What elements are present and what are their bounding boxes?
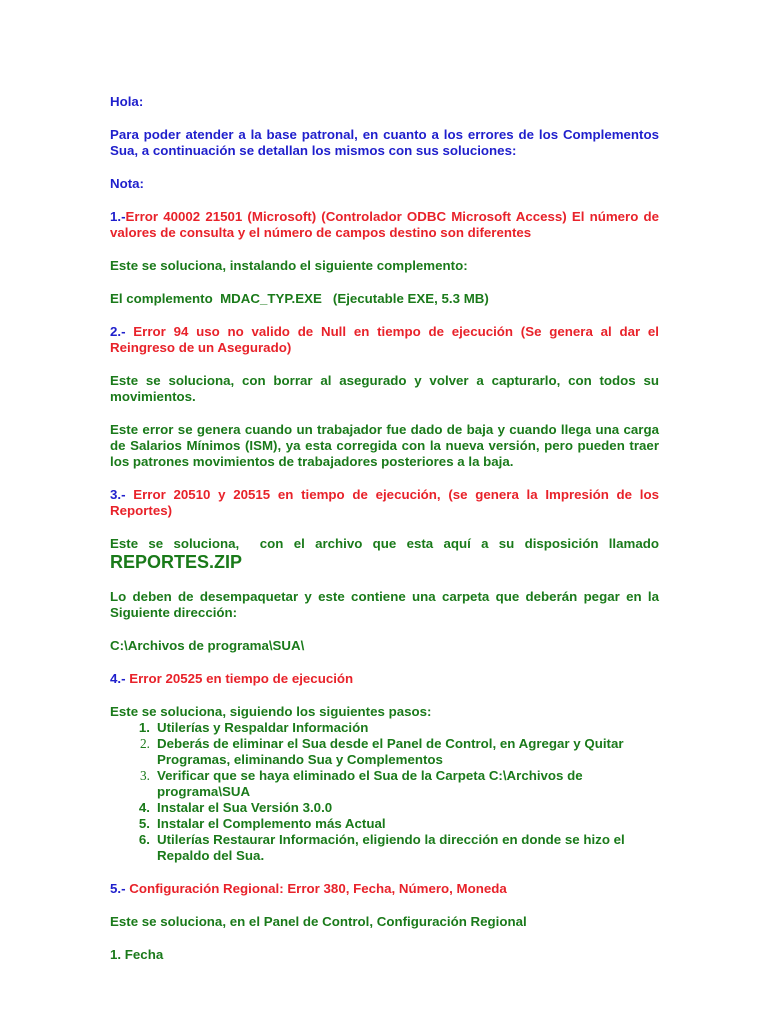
steps-list — [110, 720, 659, 864]
error-5-number: 5.- — [110, 881, 126, 896]
list-item — [110, 768, 659, 800]
step-text: Instalar el Complemento más Actual — [157, 816, 386, 831]
error-4 — [110, 671, 659, 687]
list-item — [110, 816, 659, 832]
error-5-text: Configuración Regional: Error 380, Fecha, Número, Moneda — [129, 881, 507, 896]
step-text: Deberás de eliminar el Sua desde el Panel de Control, en Agregar y Quitar Programas, eliminando Sua y Complementos — [157, 736, 624, 767]
error-1 — [110, 209, 659, 241]
error-3-solution-text: Este se soluciona, con el archivo que esta aquí a su disposición llamado — [110, 536, 659, 551]
error-1-number: 1.- — [110, 209, 126, 224]
step-number: 4. — [138, 800, 150, 815]
step-number: 2. — [140, 736, 150, 751]
error-4-text: Error 20525 en tiempo de ejecución — [129, 671, 354, 686]
step-text: Utilerías Restaurar Información, eligiendo la dirección en donde se hizo el Repaldo del Sua. — [157, 832, 625, 863]
error-1-complement: El complemento MDAC_TYP.EXE (Ejecutable EXE, 5.3 MB) — [110, 291, 489, 306]
error-3 — [110, 487, 659, 519]
step-number: 5. — [138, 816, 150, 831]
error-4-number: 4.- — [110, 671, 126, 686]
step-text: Instalar el Sua Versión 3.0.0 — [157, 800, 333, 815]
error-5-solution: Este se soluciona, en el Panel de Control, Configuración Regional — [110, 914, 527, 929]
error-5-subheading: 1. Fecha — [110, 947, 164, 962]
list-item — [110, 832, 659, 864]
step-text: Utilerías y Respaldar Información — [157, 720, 369, 735]
intro-paragraph: Para poder atender a la base patronal, en cuanto a los errores de los Complementos Sua, a continuación se detallan los mismos con sus soluciones: — [110, 127, 659, 158]
error-3-instructions: Lo deben de desempaquetar y este contiene una carpeta que deberán pegar en la Siguiente dirección: — [110, 589, 659, 620]
list-item — [110, 720, 659, 736]
error-2-solution: Este se soluciona, con borrar al asegurado y volver a capturarlo, con todos su movimientos. — [110, 373, 659, 404]
document-body — [110, 94, 659, 963]
list-item — [110, 736, 659, 768]
error-2-number: 2.- — [110, 324, 126, 339]
greeting: Hola: — [110, 94, 144, 109]
reportes-zip-link[interactable]: REPORTES.ZIP — [110, 552, 243, 572]
error-2 — [110, 324, 659, 356]
error-1-text: Error 40002 21501 (Microsoft) (Controlador ODBC Microsoft Access) El número de valores de consulta y el número de campos destino son diferentes — [110, 209, 659, 240]
error-4-solution: Este se soluciona, siguiendo los siguientes pasos: — [110, 704, 432, 719]
error-5 — [110, 881, 659, 897]
step-text: Verificar que se haya eliminado el Sua de la Carpeta C:\Archivos de programa\SUA — [157, 768, 583, 799]
list-item — [110, 800, 659, 816]
step-number: 3. — [140, 768, 150, 783]
error-1-solution: Este se soluciona, instalando el siguiente complemento: — [110, 258, 468, 273]
error-2-text: Error 94 uso no valido de Null en tiempo de ejecución (Se genera al dar el Reingreso de un Asegurado) — [110, 324, 660, 355]
step-number: 1. — [138, 720, 150, 735]
error-3-number: 3.- — [110, 487, 126, 502]
error-2-explanation: Este error se genera cuando un trabajador fue dado de baja y cuando llega una carga de Salarios Mínimos (ISM), ya esta corregida con la nueva versión, pero pueden traer los patrones movimientos de trabajadores posteriores a la baja. — [110, 422, 659, 469]
error-3-path: C:\Archivos de programa\SUA\ — [110, 638, 305, 653]
error-3-solution — [110, 536, 659, 572]
error-3-text: Error 20510 y 20515 en tiempo de ejecución, (se genera la Impresión de los Reportes) — [110, 487, 659, 518]
nota-heading: Nota: — [110, 176, 144, 191]
step-number: 6. — [138, 832, 150, 847]
